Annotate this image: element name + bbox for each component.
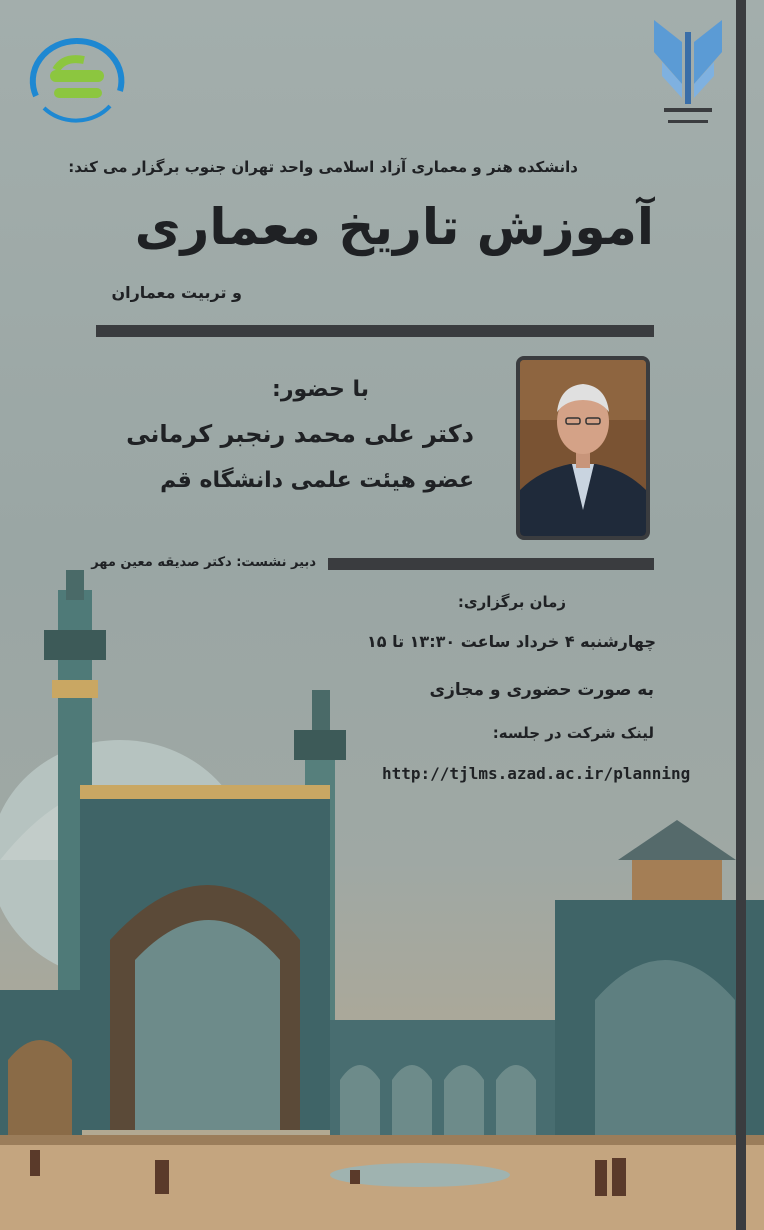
page-title: آموزش تاریخ معماری [134, 198, 654, 256]
vertical-divider [736, 0, 746, 1230]
presenter-name: دکتر علی محمد رنجبر کرمانی [126, 420, 474, 448]
university-logo-icon [24, 36, 128, 126]
azad-university-logo-icon [652, 12, 724, 136]
presenter-affiliation: عضو هیئت علمی دانشگاه قم [160, 468, 474, 493]
time-label: زمان برگزاری: [457, 593, 566, 611]
person-portrait-icon [520, 360, 646, 536]
session-secretary: دبیر نشست: دکتر صدیقه معین مهر [91, 555, 316, 570]
subtitle: و تربیت معماران [111, 283, 242, 302]
secretary-divider [328, 558, 654, 570]
presenter-label: با حضور: [272, 377, 369, 402]
mosque-illustration [0, 560, 764, 1230]
meeting-link[interactable]: http://tjlms.azad.ac.ir/planning [382, 764, 691, 783]
presenter-photo [516, 356, 650, 540]
organizer-intro: دانشکده هنر و معماری آزاد اسلامی واحد تهران جنوب برگزار می کند: [68, 158, 578, 176]
top-divider [96, 325, 654, 337]
time-value: چهارشنبه ۴ خرداد ساعت ۱۳:۳۰ تا ۱۵ [366, 632, 656, 651]
link-label: لینک شرکت در جلسه: [492, 724, 654, 742]
attendance-mode: به صورت حضوری و مجازی [429, 680, 654, 700]
